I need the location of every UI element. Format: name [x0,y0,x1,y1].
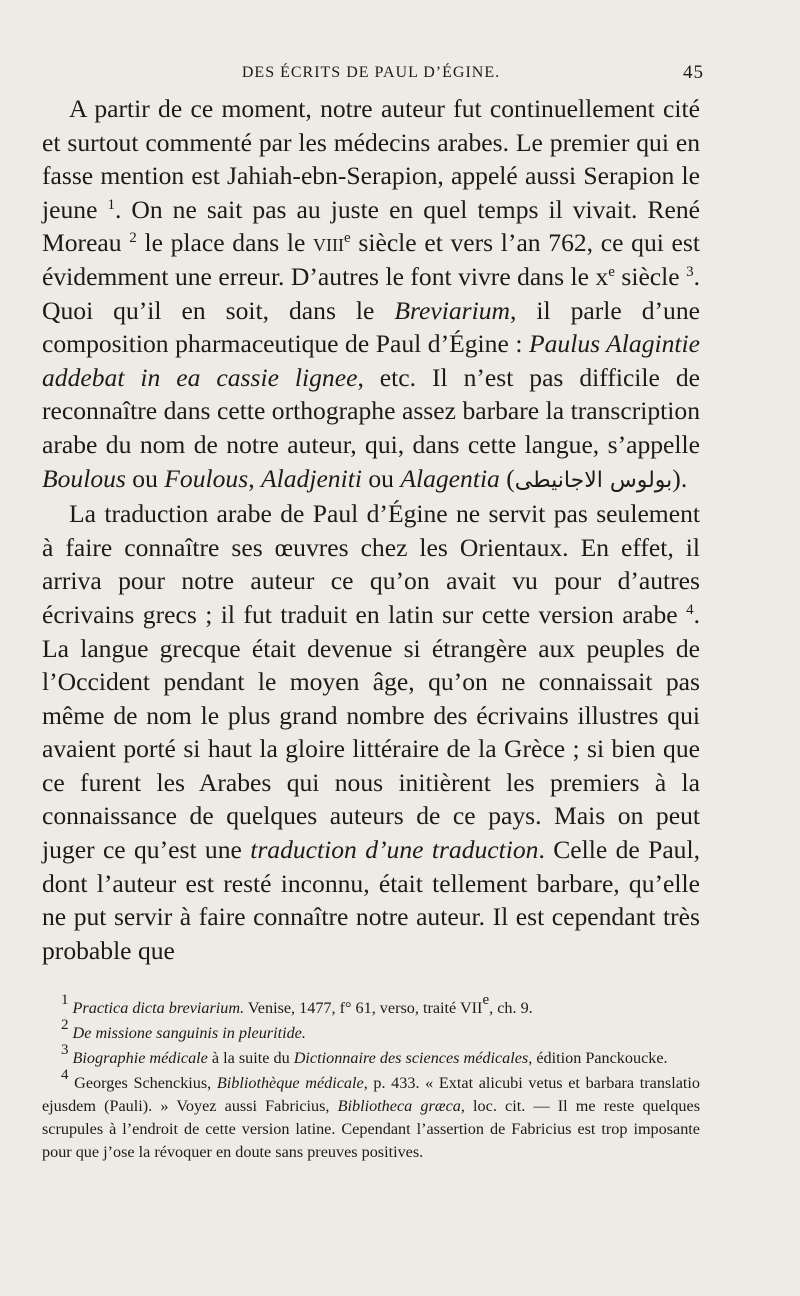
footnote-ref-1: 1 [107,196,115,213]
footnote-1: $^1$ Practica dicta breviarium. Venise, 1477, f° 61, verso, traité VIIe, ch. 9. [61,992,533,1018]
italic-traduction: traduction d’une traduction [250,835,539,865]
paragraph-2: La traduction arabe de Paul d’Égine ne servit pas seulement à faire connaître ses œuvres chez les Orientaux. En effet, il arriva pour notre auteur ce qu’on avait vu pour d’autres écrivains grecs ; il fut traduit en latin sur cette version arabe $^4$. La langue grecque était devenue si étrangère aux peuples de l’Occident pendant le moyen âge, qu’on ne connaissait pas même de nom le plus grand nombre des écrivains illustres qui avaient porté si haut la gloire littéraire de la Grèce ; si bien que ce furent les Arabes qui nous initièrent les premiers à la connaissance de quelques auteurs de ce pays. Mais on peut juger ce qu’est une traduction d’une traduction. Celle de Paul, dont l’auteur est resté inconnu, était tellement barbare, qu’elle ne put servir à faire connaître notre auteur. Il est cependant très probable que [42,499,700,965]
running-title: DES ÉCRITS DE PAUL D’ÉGINE. [241,64,501,81]
footnote-3: $^3$ Biographie médicale à la suite du Dictionnaire des sciences médicales, édition Panckoucke. [61,1042,668,1068]
arabic-name: بولوس الاجانيطى [514,467,673,493]
paragraph-1: A partir de ce moment, notre auteur fut continuellement cité et surtout commenté par les médecins arabes. Le premier qui en fasse mention est Jahiah-ebn-Serapion, appelé aussi Serapion le jeune $^1$. On ne sait pas au juste en quel temps il vivait. René Moreau $^2$ le place dans le viii$^e$ siècle et vers l’an 762, ce qui est évidemment une erreur. D’autres le font vivre dans le $x^e$ siècle $^3$. Quoi qu’il en soit, dans le Breviarium, il parle d’une composition pharmaceutique de Paul d’Égine : Paulus Alagintie addebat in ea cassie lignee, etc. Il n’est pas difficile de reconnaître dans cette orthographe assez barbare la transcription arabe du nom de notre auteur, qui, dans cette langue, s’appelle Boulous ou Foulous, Aladjeniti ou Alagentia (بولوس الاجانيطى). [42,94,701,493]
footnote-ref-4: 4 [686,601,694,618]
footnote-ref-3: 3 [686,263,694,280]
book-page [42,58,704,1164]
main-text [42,92,700,967]
footnote-4: $^4$ Georges Schenckius, Bibliothèque médicale, p. 433. « Extat alicubi vetus et barbara translatio ejusdem (Pauli). » Voyez aussi Fabricius, Bibliotheca græca, loc. cit. — Il me reste quelques scrupules à l’endroit de cette version latine. Cependant l’assertion de Fabricius est trop imposante pour que j’ose la révoquer en doute sans preuves positives. [42,1067,700,1162]
century-numeral: viii [313,228,345,258]
footnote-2: $^2$ De missione sanguinis in pleuritide. [61,1017,306,1043]
italic-latin-quote: Paulus Alagintie addebat in ea cassie lignee [42,329,700,392]
running-header [42,58,704,92]
footnotes [42,992,700,1164]
footnote-ref-2: 2 [129,230,137,247]
page-number: 45 [683,62,704,83]
italic-breviarium: Breviarium [394,295,510,325]
